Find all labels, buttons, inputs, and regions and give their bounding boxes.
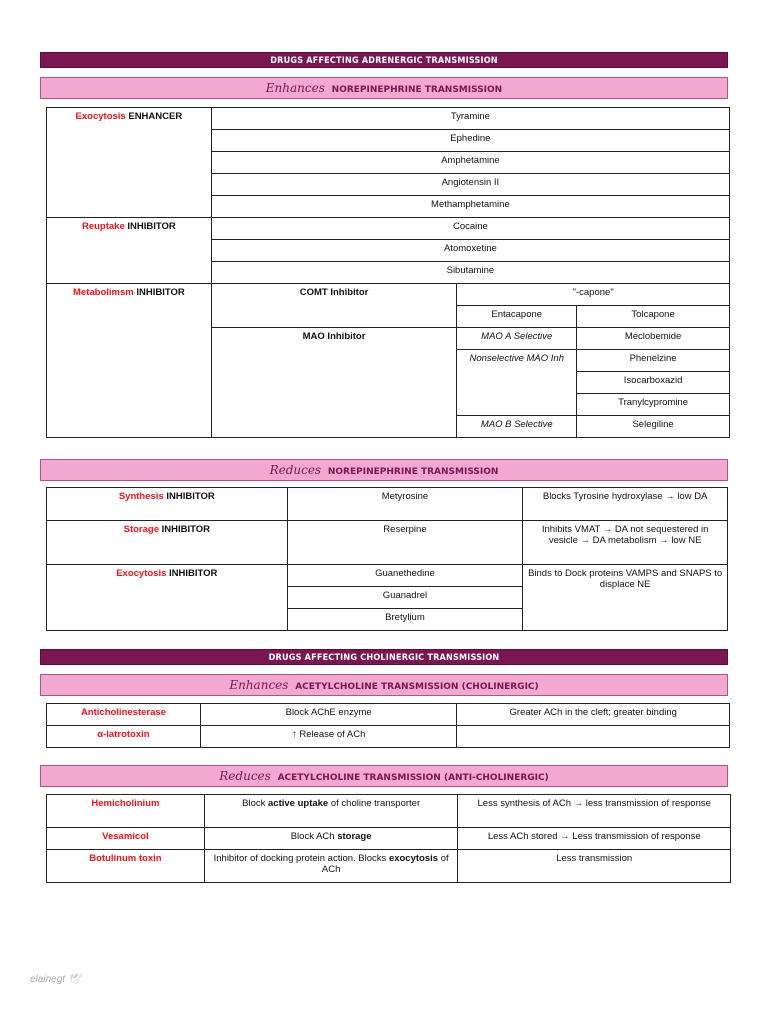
drug-cell: Tranylcypromine [577, 394, 730, 416]
effect-cell: Blocks Tyrosine hydroxylase → low DA [523, 488, 728, 521]
drug-cell: Selegiline [577, 416, 730, 438]
ach-agent-cell: Hemicholinium [47, 795, 205, 828]
action-bold: exocytosis [388, 853, 439, 864]
mao-inhibitor-cell: MAO Inhibitor [211, 328, 457, 438]
enhances-ne-header [40, 77, 728, 99]
reduces-ach-script: Reduces [219, 769, 271, 783]
ach-action-cell [204, 850, 458, 883]
action-text: Block [242, 798, 269, 809]
mao-nonselective-cell: Nonselective MAO Inh [457, 350, 577, 416]
enhancer-black: ENHANCER [128, 111, 183, 122]
effect-cell: Binds to Dock proteins VAMPS and SNAPS to displace NE [523, 565, 728, 631]
reduces-ach-table [46, 794, 731, 883]
storage-red: Storage [123, 524, 159, 535]
inhibitor-black: INHIBITOR [136, 287, 185, 298]
inhibitor-black: INHIBITOR [127, 221, 176, 232]
action-bold: storage [337, 831, 372, 842]
reuptake-red: Reuptake [81, 221, 125, 232]
drug-cell: Tolcapone [577, 306, 730, 328]
ach-action-cell [204, 795, 458, 828]
action-bold: active uptake [268, 798, 329, 809]
ach-action-cell: ↑ Release of ACh [200, 726, 457, 748]
exocytosis-enhancer-cell [47, 108, 212, 218]
drug-cell: Metyrosine [287, 488, 523, 521]
enhances-script-label: Enhances [265, 81, 325, 95]
ach-effect-cell: Greater ACh in the cleft; greater binding [457, 704, 730, 726]
drug-cell: Methamphetamine [211, 196, 729, 218]
drug-cell: Atomoxetine [211, 240, 729, 262]
reduces-ach-label: ACETYLCHOLINE TRANSMISSION (ANTI-CHOLINERGIC) [277, 773, 549, 783]
ach-agent-cell: Botulinum toxin [47, 850, 205, 883]
drug-cell: Isocarboxazid [577, 372, 730, 394]
drug-cell: Guanadrel [287, 587, 523, 609]
drug-cell: Amphetamine [211, 152, 729, 174]
effect-cell: Inhibits VMAT → DA not sequestered in vesicle → DA metabolism → low NE [523, 521, 728, 565]
drug-cell: Phenelzine [577, 350, 730, 372]
enhances-ach-label: ACETYLCHOLINE TRANSMISSION (CHOLINERGIC) [295, 682, 539, 692]
drug-cell: Sibutamine [211, 262, 729, 284]
ach-effect-cell: Less ACh stored → Less transmission of response [458, 828, 731, 850]
enhances-ach-script: Enhances [229, 678, 289, 692]
synthesis-red: Synthesis [118, 491, 164, 502]
cholinergic-banner: DRUGS AFFECTING CHOLINERGIC TRANSMISSION [40, 649, 728, 665]
inhibitor-black: INHIBITOR [166, 491, 215, 502]
inhibitor-black: INHIBITOR [169, 568, 218, 579]
enhances-ach-table [46, 703, 730, 748]
inhibitor-black: INHIBITOR [161, 524, 211, 535]
capone-cell: "-capone" [457, 284, 730, 306]
ach-effect-cell: Less transmission [458, 850, 731, 883]
enhances-ne-table [46, 107, 730, 438]
exocytosis-red: Exocytosis [75, 111, 126, 122]
watermark-text: elainegt [30, 974, 66, 985]
comt-inhibitor-cell: COMT Inhibitor [211, 284, 457, 328]
action-text: of ACh [321, 853, 449, 875]
ach-effect-cell: Less synthesis of ACh → less transmission of response [458, 795, 731, 828]
enhances-ne-label: NOREPINEPHRINE TRANSMISSION [331, 85, 503, 95]
ach-agent-cell: α-latrotoxin [47, 726, 201, 748]
metabolism-red: Metabolimsm [73, 287, 134, 298]
action-text: Block ACh [290, 831, 338, 842]
reduces-ne-header [40, 459, 728, 481]
enhances-ach-header [40, 674, 728, 696]
watermark [30, 974, 81, 985]
mao-b-cell: MAO B Selective [457, 416, 577, 438]
reduces-ne-table [46, 487, 728, 631]
mao-a-cell: MAO A Selective [457, 328, 577, 350]
drug-cell: Cocaine [211, 218, 729, 240]
action-text: of choline transporter [328, 798, 421, 809]
ach-agent-cell: Vesamicol [47, 828, 205, 850]
reuptake-inhibitor-cell [47, 218, 212, 284]
drug-cell: Entacapone [457, 306, 577, 328]
drug-cell: Meclobemide [577, 328, 730, 350]
synthesis-inhibitor-cell [47, 488, 288, 521]
drug-cell: Bretylium [287, 609, 523, 631]
drug-cell: Reserpine [287, 521, 523, 565]
drug-cell: Angiotensin II [211, 174, 729, 196]
action-text: Inhibitor of docking protein action. Blocks [213, 853, 389, 864]
metabolism-inhibitor-cell [47, 284, 212, 438]
ach-effect-cell [457, 726, 730, 748]
bird-icon: 🕊 [67, 974, 81, 985]
ach-action-cell: Block AChE enzyme [200, 704, 457, 726]
drug-cell: Tyramine [211, 108, 729, 130]
drug-cell: Guanethedine [287, 565, 523, 587]
storage-inhibitor-cell [47, 521, 288, 565]
reduces-ach-header [40, 765, 728, 787]
ach-action-cell [204, 828, 458, 850]
drug-cell: Ephedine [211, 130, 729, 152]
ach-agent-cell: Anticholinesterase [47, 704, 201, 726]
exocytosis-red: Exocytosis [116, 568, 167, 579]
reduces-ne-label: NOREPINEPHRINE TRANSMISSION [327, 467, 499, 477]
reduces-script-label: Reduces [269, 463, 322, 477]
adrenergic-banner: DRUGS AFFECTING ADRENERGIC TRANSMISSION [40, 52, 728, 68]
exocytosis-inhibitor-cell [47, 565, 288, 631]
